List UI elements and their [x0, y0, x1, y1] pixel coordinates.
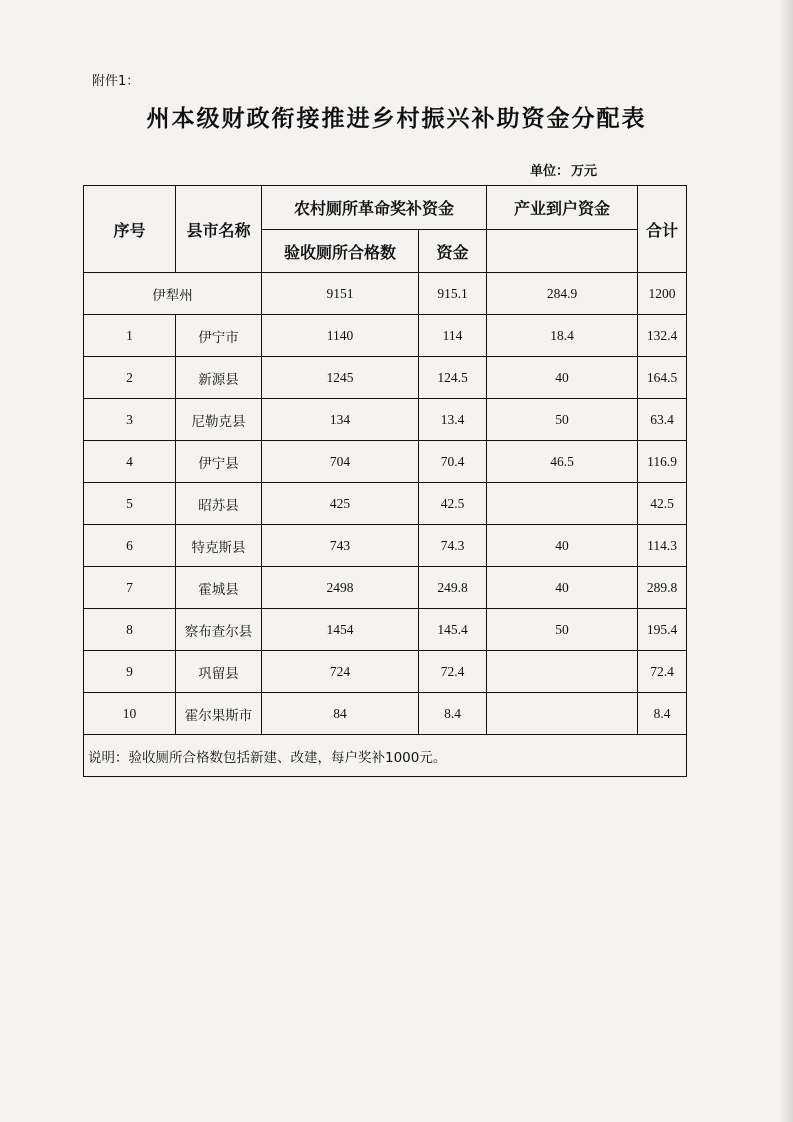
header-total: 合计 — [638, 186, 687, 273]
row-total: 289.8 — [638, 567, 687, 609]
row-total: 72.4 — [638, 651, 687, 693]
row-industry — [487, 651, 638, 693]
unit-value: 万元 — [571, 164, 598, 179]
row-toilet-count: 84 — [262, 693, 419, 735]
row-toilet-count: 1140 — [262, 315, 419, 357]
header-industry-blank — [487, 230, 638, 273]
row-toilet-count: 134 — [262, 399, 419, 441]
row-industry: 18.4 — [487, 315, 638, 357]
row-total: 116.9 — [638, 441, 687, 483]
table-note: 说明：验收厕所合格数包括新建、改建，每户奖补1000元。 — [84, 735, 687, 777]
row-industry — [487, 693, 638, 735]
header-industry: 产业到户资金 — [487, 186, 638, 230]
row-industry: 50 — [487, 609, 638, 651]
row-county: 霍城县 — [176, 567, 262, 609]
row-industry: 50 — [487, 399, 638, 441]
row-toilet-funds: 42.5 — [419, 483, 487, 525]
page-title: 州本级财政衔接推进乡村振兴补助资金分配表 — [146, 106, 647, 132]
row-seq: 2 — [84, 357, 176, 399]
row-county: 昭苏县 — [176, 483, 262, 525]
note-row — [84, 735, 687, 777]
row-county: 尼勒克县 — [176, 399, 262, 441]
table-row — [84, 399, 687, 441]
unit-label-text: 单位： — [530, 164, 570, 179]
row-seq: 8 — [84, 609, 176, 651]
row-toilet-funds: 8.4 — [419, 693, 487, 735]
attachment-label: 附件1： — [92, 74, 140, 89]
row-seq: 4 — [84, 441, 176, 483]
row-total: 8.4 — [638, 693, 687, 735]
row-total: 42.5 — [638, 483, 687, 525]
header-toilet-funds: 资金 — [419, 230, 487, 273]
row-total: 164.5 — [638, 357, 687, 399]
summary-toilet-funds: 915.1 — [419, 273, 487, 315]
row-industry: 46.5 — [487, 441, 638, 483]
table-row — [84, 315, 687, 357]
row-toilet-count: 2498 — [262, 567, 419, 609]
row-county: 特克斯县 — [176, 525, 262, 567]
table-row — [84, 609, 687, 651]
row-industry: 40 — [487, 525, 638, 567]
row-toilet-count: 704 — [262, 441, 419, 483]
row-total: 63.4 — [638, 399, 687, 441]
row-county: 伊宁市 — [176, 315, 262, 357]
summary-row — [84, 273, 687, 315]
row-toilet-funds: 124.5 — [419, 357, 487, 399]
table-row — [84, 483, 687, 525]
header-toilet-group: 农村厕所革命奖补资金 — [262, 186, 487, 230]
row-seq: 9 — [84, 651, 176, 693]
row-total: 132.4 — [638, 315, 687, 357]
unit-label — [528, 160, 597, 179]
summary-name: 伊犁州 — [84, 273, 262, 315]
row-industry: 40 — [487, 357, 638, 399]
header-seq: 序号 — [84, 186, 176, 273]
header-toilet-count: 验收厕所合格数 — [262, 230, 419, 273]
row-seq: 10 — [84, 693, 176, 735]
table-row — [84, 651, 687, 693]
row-toilet-funds: 74.3 — [419, 525, 487, 567]
row-toilet-funds: 249.8 — [419, 567, 487, 609]
row-total: 195.4 — [638, 609, 687, 651]
summary-toilet-count: 9151 — [262, 273, 419, 315]
table-row — [84, 567, 687, 609]
row-toilet-count: 743 — [262, 525, 419, 567]
row-toilet-count: 1454 — [262, 609, 419, 651]
row-industry — [487, 483, 638, 525]
table-row — [84, 693, 687, 735]
row-toilet-count: 724 — [262, 651, 419, 693]
row-total: 114.3 — [638, 525, 687, 567]
header-county: 县市名称 — [176, 186, 262, 273]
summary-industry: 284.9 — [487, 273, 638, 315]
header-row-1 — [84, 186, 687, 230]
row-toilet-funds: 114 — [419, 315, 487, 357]
row-seq: 3 — [84, 399, 176, 441]
table-row — [84, 525, 687, 567]
row-toilet-funds: 70.4 — [419, 441, 487, 483]
row-toilet-funds: 145.4 — [419, 609, 487, 651]
row-county: 霍尔果斯市 — [176, 693, 262, 735]
row-county: 新源县 — [176, 357, 262, 399]
page-edge-shadow — [779, 0, 793, 1122]
row-industry: 40 — [487, 567, 638, 609]
row-seq: 7 — [84, 567, 176, 609]
row-seq: 5 — [84, 483, 176, 525]
row-seq: 1 — [84, 315, 176, 357]
row-toilet-count: 1245 — [262, 357, 419, 399]
row-toilet-funds: 72.4 — [419, 651, 487, 693]
row-toilet-count: 425 — [262, 483, 419, 525]
row-county: 伊宁县 — [176, 441, 262, 483]
row-county: 巩留县 — [176, 651, 262, 693]
row-toilet-funds: 13.4 — [419, 399, 487, 441]
table-row — [84, 441, 687, 483]
row-county: 察布查尔县 — [176, 609, 262, 651]
row-seq: 6 — [84, 525, 176, 567]
table-row — [84, 357, 687, 399]
summary-total: 1200 — [638, 273, 687, 315]
allocation-table — [83, 185, 687, 777]
